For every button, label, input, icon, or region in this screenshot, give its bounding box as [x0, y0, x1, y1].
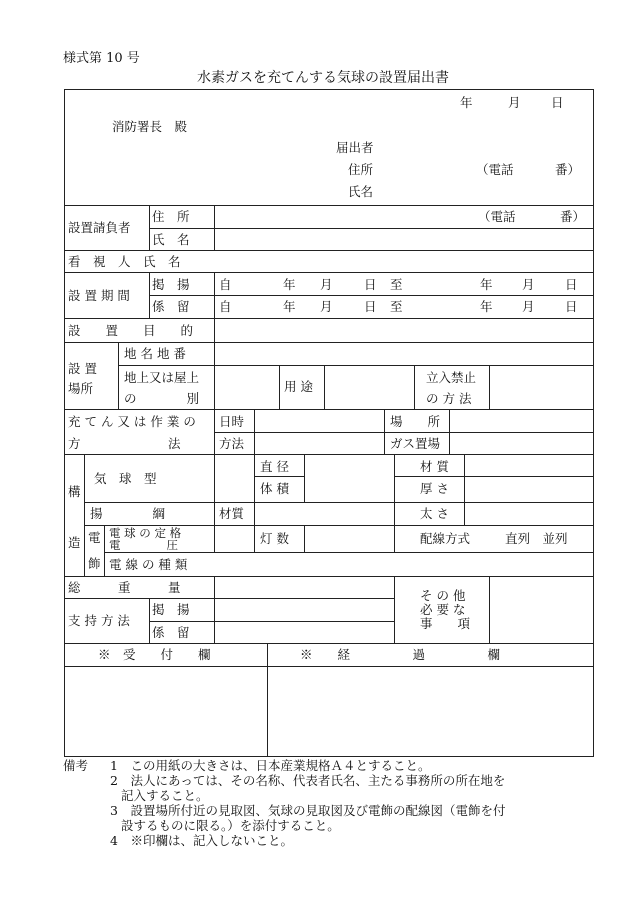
contractor-name-label: 氏 名 — [152, 232, 190, 247]
period-raise-day-1: 日 — [364, 277, 377, 292]
contractor-phone-open: （電話 — [478, 209, 516, 224]
period-raise-month-1: 月 — [320, 277, 333, 292]
diameter-label: 直 径 — [260, 459, 289, 474]
location-ground-roof-2: の 別 — [124, 391, 200, 406]
note-2a: 2 法人にあっては、その名称、代表者氏名、主たる事務所の所在地を — [110, 773, 506, 788]
voltage-label-1: 電 球 の 定 格 — [109, 526, 182, 540]
balloon-type-label: 気 球 型 — [94, 471, 157, 486]
date-day: 日 — [551, 95, 564, 110]
addressee: 消防署長 殿 — [112, 119, 188, 134]
location-label-2: 場所 — [68, 381, 94, 396]
wire-type-label: 電 線 の 種 類 — [109, 557, 188, 572]
location-restrict-1: 立入禁止 — [426, 370, 477, 385]
filling-label-2: 方 法 — [68, 436, 181, 451]
period-raise-day-2: 日 — [565, 277, 578, 292]
other-line-2: 必 要 な — [420, 602, 466, 617]
contractor-address-label: 住 所 — [152, 209, 190, 224]
location-ground-roof-1: 地上又は屋上 — [124, 370, 200, 385]
note-1: 1 この用紙の大きさは、日本産業規格Ａ４とすること。 — [110, 758, 431, 773]
period-moor-from: 自 — [219, 299, 232, 314]
reception-column-header: ※ 受 付 欄 — [98, 647, 211, 662]
filling-datetime-label: 日時 — [219, 414, 245, 429]
support-moor-label: 係 留 — [152, 625, 190, 640]
filling-label-1: 充 て ん 又 は 作 業 の — [68, 414, 196, 429]
structure-label-1: 構 — [68, 484, 81, 499]
applicant-name-label: 氏名 — [348, 184, 374, 199]
location-address-label: 地 名 地 番 — [124, 346, 186, 361]
applicant-label: 届出者 — [336, 140, 374, 155]
period-raise-from: 自 — [219, 277, 232, 292]
deco-label-1: 電 — [88, 530, 101, 545]
note-4: 4 ※印欄は、記入しないこと。 — [110, 833, 293, 848]
watcher-label: 看 視 人 氏 名 — [68, 254, 181, 269]
location-label-1: 設 置 — [68, 361, 97, 376]
period-raise-month-2: 月 — [522, 277, 535, 292]
period-moor-month-1: 月 — [320, 299, 333, 314]
date-month: 月 — [508, 95, 521, 110]
support-raise-label: 掲 揚 — [152, 602, 190, 617]
period-raise-year-1: 年 — [283, 277, 296, 292]
applicant-phone-open: （電話 — [476, 162, 514, 177]
period-moor-year-1: 年 — [283, 299, 296, 314]
material-label: 材 質 — [420, 459, 449, 474]
filling-gas-storage-label: ガス置場 — [390, 436, 441, 451]
structure-label-2: 造 — [68, 535, 81, 550]
contractor-label: 設置請負者 — [68, 220, 131, 235]
form-number: 様式第 10 号 — [63, 51, 140, 66]
lamp-count-label: 灯 数 — [260, 531, 289, 546]
period-raise-year-2: 年 — [480, 277, 493, 292]
period-moor-day-2: 日 — [565, 299, 578, 314]
note-3b: 設するものに限る。）を添付すること。 — [121, 818, 340, 833]
rope-label: 揚 綱 — [90, 506, 166, 521]
applicant-address-label: 住所 — [348, 162, 374, 177]
purpose-label: 設 置 目 的 — [68, 323, 194, 338]
period-raise-to: 至 — [390, 277, 403, 292]
rope-thickness-label: 太 さ — [420, 506, 449, 521]
period-moor-label: 係 留 — [152, 299, 190, 314]
date-year: 年 — [460, 95, 473, 110]
thickness-label: 厚 さ — [420, 481, 449, 496]
note-3a: 3 設置場所付近の見取図、気球の見取図及び電飾の配線図（電飾を付 — [110, 803, 506, 818]
location-use-label: 用 途 — [284, 379, 313, 394]
period-moor-year-2: 年 — [480, 299, 493, 314]
location-restrict-2: の 方 法 — [426, 391, 472, 406]
voltage-label-2: 電 圧 — [109, 538, 178, 552]
filling-place-label: 場 所 — [390, 414, 441, 429]
wiring-label: 配線方式 — [420, 531, 471, 546]
notes-heading: 備考 — [63, 758, 89, 773]
progress-column-header: ※ 経 過 欄 — [300, 647, 501, 662]
application-form — [64, 89, 594, 757]
period-raise-label: 掲 揚 — [152, 277, 190, 292]
rope-material-label: 材質 — [219, 506, 245, 521]
total-weight-label: 総 重 量 — [68, 580, 181, 595]
filling-method-label: 方法 — [219, 436, 245, 451]
other-line-3: 事 項 — [420, 616, 471, 631]
note-2b: 記入すること。 — [121, 788, 209, 803]
form-title: 水素ガスを充てんする気球の設置届出書 — [197, 70, 449, 86]
contractor-phone-close: 番） — [560, 209, 586, 224]
series-parallel-label: 直列 並列 — [505, 531, 568, 546]
other-line-1: そ の 他 — [420, 588, 466, 603]
volume-label: 体 積 — [260, 481, 289, 496]
applicant-phone-close: 番） — [555, 162, 581, 177]
deco-label-2: 飾 — [88, 556, 101, 571]
period-moor-month-2: 月 — [522, 299, 535, 314]
period-moor-to: 至 — [390, 299, 403, 314]
period-moor-day-1: 日 — [364, 299, 377, 314]
period-label: 設 置 期 間 — [68, 288, 130, 303]
support-method-label: 支 持 方 法 — [68, 613, 130, 628]
